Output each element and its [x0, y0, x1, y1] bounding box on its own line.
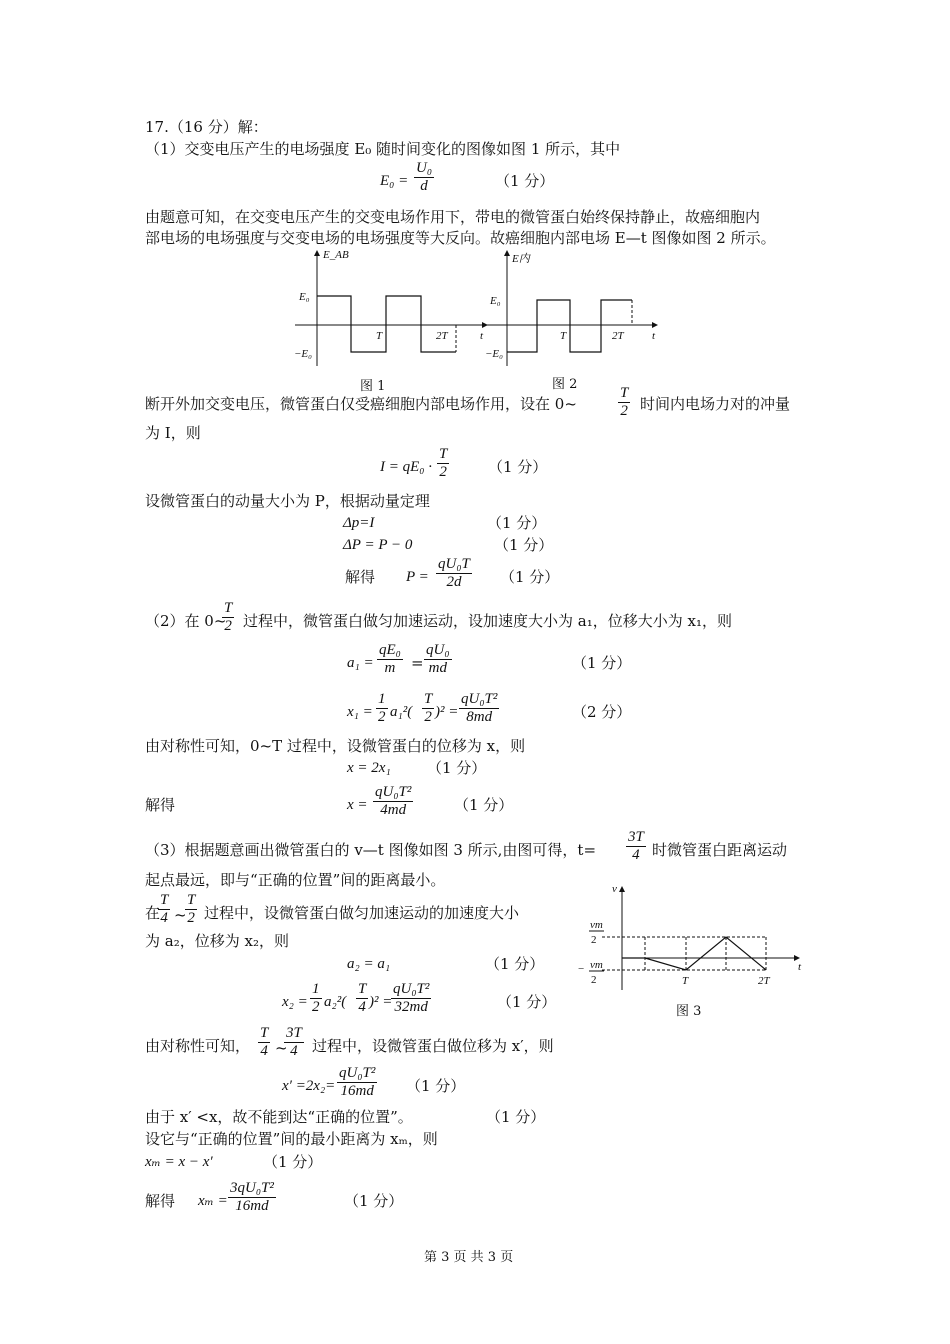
eq-x2-T4-den: 4: [358, 999, 366, 1015]
fig3-t: t: [798, 961, 802, 973]
part1-text-c2: 时间内电场力对的冲量: [640, 395, 791, 413]
fig2-E0: E₀: [490, 295, 501, 307]
eq-a1-lhs: a₁ =: [347, 655, 374, 671]
eq-I-den: 2: [439, 464, 447, 480]
score: （1 分）: [500, 568, 560, 586]
quarter-T-den: 4: [160, 910, 168, 926]
tilde: ~: [174, 906, 187, 924]
eq-E0-den: d: [420, 178, 428, 194]
fig3-two: 2: [591, 934, 597, 946]
score: （1 分）: [485, 955, 545, 973]
eq-I-num: T: [439, 446, 448, 462]
eq-x-fraction: [373, 784, 413, 819]
eq-xm-den: 16md: [235, 1198, 269, 1214]
part3-half-T-den: 2: [187, 910, 195, 926]
eq-a1-den-1: m: [384, 660, 396, 676]
eq-P-lhs: P =: [406, 569, 429, 585]
part3-text-c2: 过程中，设微管蛋白做匀加速运动的加速度大小: [204, 904, 520, 922]
score: （1 分）: [406, 1077, 466, 1095]
eq-x1-lhs: x₁ =: [347, 704, 373, 720]
eq-x1-half-den: 2: [378, 709, 386, 725]
part3-text-e2: 过程中，设微管蛋白做位移为 x′，则: [312, 1037, 554, 1055]
part1-intro: （1）交变电压产生的电场强度 E₀ 随时间变化的图像如图 1 所示，其中: [145, 140, 621, 158]
fig3-T: T: [682, 975, 689, 987]
fig3-vm-neg: vm: [590, 959, 603, 971]
eq-x: x = 2x₁: [347, 760, 391, 776]
score: （1 分）: [488, 458, 548, 476]
fig1-E0: E₀: [299, 291, 310, 303]
eq-x1-fraction: [459, 691, 499, 726]
eq-x2-sq: )² =: [369, 994, 393, 1010]
eq-xp-lhs: x′ =2x₂=: [282, 1078, 336, 1094]
eq-E0-fraction: [414, 160, 434, 195]
fig2-t: t: [652, 330, 656, 342]
figure-1-square-wave: [290, 248, 490, 373]
score: （1 分）: [454, 796, 514, 814]
part3-text-d: 为 a₂，位移为 x₂，则: [145, 932, 289, 950]
eq-x1-T2-num: T: [424, 691, 433, 707]
e-quarter-T-num: T: [260, 1025, 269, 1041]
three-quarter-T-den: 4: [632, 847, 640, 863]
eq-I-fraction: [437, 446, 449, 481]
fig3-neg: −: [578, 963, 585, 975]
part3-text-a2: 时微管蛋白距离运动: [652, 841, 788, 859]
part2-half-T-den: 2: [224, 618, 232, 634]
eq-x2-den: 32md: [394, 999, 428, 1015]
eq-x2-mid: a₂²(: [324, 994, 347, 1010]
eq-a1-fraction-1: [377, 642, 403, 677]
eq-E0-lhs: E₀ =: [380, 173, 409, 189]
fig1-2T: 2T: [436, 330, 448, 342]
page-footer: 第 3 页 共 3 页: [424, 1250, 514, 1265]
eq-x1-sq: )² =: [435, 704, 459, 720]
fig3-vm: vm: [590, 919, 603, 931]
figure-3-caption: 图 3: [676, 1004, 702, 1019]
eq-xp-num: qU₀T²: [339, 1065, 376, 1081]
part3-text-b: 起点最远，即与“正确的位置”间的距离最小。: [145, 871, 446, 889]
quarter-T-num: T: [160, 892, 169, 908]
e-three-quarter-T-num: 3T: [286, 1025, 302, 1041]
fig3-two-neg: 2: [591, 974, 597, 986]
three-quarter-T-num: 3T: [628, 829, 644, 845]
three-quarter-T: [626, 829, 646, 864]
fig1-t: t: [480, 330, 484, 342]
part3-half-T-num: T: [187, 892, 196, 908]
solve-label: 解得: [145, 796, 176, 814]
figure-3-vt-graph: [572, 880, 812, 1000]
part1-text-b: 部电场的电场强度与交变电场的电场强度等大反向。故癌细胞内部电场 E—t 图像如图 2 所示。: [145, 229, 776, 247]
eq-x1-mid: a₁²(: [390, 704, 413, 720]
score: （1 分）: [494, 536, 554, 554]
eq-x2-half-den: 2: [312, 999, 320, 1015]
fig1-ylabel: E_AB: [323, 249, 349, 261]
eq-x2-half-num: 1: [312, 981, 320, 997]
part1-text-c1: 断开外加交变电压，微管蛋白仅受癌细胞内部电场作用，设在 0~: [145, 395, 577, 413]
solve-label: 解得: [345, 568, 376, 586]
part2-half-T-fraction: [222, 600, 234, 635]
eq-xm-fraction: [228, 1180, 276, 1215]
part2-text-a2: 过程中，微管蛋白做匀加速运动，设加速度大小为 a₁，位移大小为 x₁，则: [243, 612, 732, 630]
eq-x1-den: 8md: [466, 709, 493, 725]
score: （1 分）: [572, 654, 632, 672]
half-T-den: 2: [620, 403, 628, 419]
score: （2 分）: [572, 703, 632, 721]
score: （1 分）: [344, 1192, 404, 1210]
score: （1 分）: [427, 759, 487, 777]
eq-x-den: 4md: [380, 802, 407, 818]
eq-a1-num-1: qE₀: [379, 642, 401, 658]
fig1-T: T: [376, 330, 383, 342]
part3-text-f: 由于 x′ <x，故不能到达“正确的位置”。: [145, 1108, 413, 1126]
eq-x2-num: qU₀T²: [393, 981, 430, 997]
eq-P-den: 2d: [446, 574, 462, 590]
fig2-2T: 2T: [612, 330, 624, 342]
fig3-v: v: [612, 883, 617, 895]
fig2-T: T: [560, 330, 567, 342]
eq-x2-half: [310, 981, 322, 1016]
fig2-ylabel: E内: [512, 253, 530, 265]
eq-E0-num: U₀: [416, 160, 433, 176]
score: （1 分）: [263, 1153, 323, 1171]
eq-x2-lhs: x₂ =: [282, 994, 308, 1010]
equals: =: [411, 654, 424, 672]
eq-x1-T2: [422, 691, 434, 726]
part3-half-T: [185, 892, 197, 927]
fig2-negE0: −E₀: [485, 348, 503, 360]
part2-text-a1: （2）在 0~: [145, 612, 227, 630]
fig3-2T: 2T: [758, 975, 770, 987]
eq-P-fraction: [436, 556, 472, 591]
part3-text-e1: 由对称性可知，: [145, 1037, 251, 1055]
part1-text-d: 为 I，则: [145, 424, 201, 442]
eq-x1-T2-den: 2: [424, 709, 432, 725]
tilde: ~: [275, 1039, 288, 1057]
figure-1-caption: 图 1: [360, 379, 386, 394]
part3-text-a1: （3）根据题意画出微管蛋白的 v—t 图像如图 3 所示,由图可得，t=: [145, 841, 597, 859]
figure-2-square-wave: [482, 248, 667, 373]
e-quarter-T-den: 4: [260, 1043, 268, 1059]
eq-x2-T4: [356, 981, 368, 1016]
part3-text-g: 设它与“正确的位置”间的最小距离为 xₘ，则: [145, 1130, 438, 1148]
quarter-T: [158, 892, 170, 927]
problem-header: 17.（16 分）解：: [145, 118, 268, 136]
eq-xp-fraction: [337, 1065, 377, 1100]
eq-x-num: qU₀T²: [375, 784, 412, 800]
part3-text-c1: 在: [145, 904, 161, 922]
eq-dp1: Δp=I: [343, 515, 375, 531]
eq-x2-fraction: [391, 981, 431, 1016]
score: （1 分）: [486, 1108, 546, 1126]
eq-x1-half-num: 1: [378, 691, 386, 707]
solve-label: 解得: [145, 1192, 176, 1210]
eq-x1-num: qU₀T²: [461, 691, 498, 707]
half-T-num: T: [620, 385, 629, 401]
e-quarter-T: [258, 1025, 270, 1060]
eq-xm: xₘ = x − x′: [145, 1154, 213, 1170]
eq-x-lhs: x =: [347, 797, 368, 813]
score: （1 分）: [495, 172, 555, 190]
half-T-fraction: [618, 385, 630, 420]
e-three-quarter-T: [284, 1025, 304, 1060]
score: （1 分）: [497, 993, 557, 1011]
eq-I: I = qE₀ ·: [380, 459, 432, 475]
score: （1 分）: [487, 514, 547, 532]
eq-a1-fraction-2: [424, 642, 452, 677]
eq-P-num: qU₀T: [438, 556, 470, 572]
eq-xm-num: 3qU₀T²: [230, 1180, 274, 1196]
eq-a2: a₂ = a₁: [347, 956, 391, 972]
eq-xm-lhs: xₘ =: [198, 1193, 228, 1209]
eq-x1-half: [376, 691, 388, 726]
part2-text-b: 由对称性可知，0~T 过程中，设微管蛋白的位移为 x，则: [145, 737, 526, 755]
eq-a1-den-2: md: [428, 660, 447, 676]
figure-2-caption: 图 2: [552, 377, 578, 392]
eq-xp-den: 16md: [340, 1083, 374, 1099]
e-three-quarter-T-den: 4: [290, 1043, 298, 1059]
eq-dp2: ΔP = P − 0: [343, 537, 413, 553]
part1-text-e: 设微管蛋白的动量大小为 P，根据动量定理: [145, 492, 430, 510]
fig1-negE0: −E₀: [294, 348, 312, 360]
eq-a1-num-2: qU₀: [426, 642, 450, 658]
part2-half-T-num: T: [224, 600, 233, 616]
part1-text-a: 由题意可知，在交变电压产生的交变电场作用下，带电的微管蛋白始终保持静止，故癌细胞内: [145, 208, 761, 226]
eq-x2-T4-num: T: [358, 981, 367, 997]
